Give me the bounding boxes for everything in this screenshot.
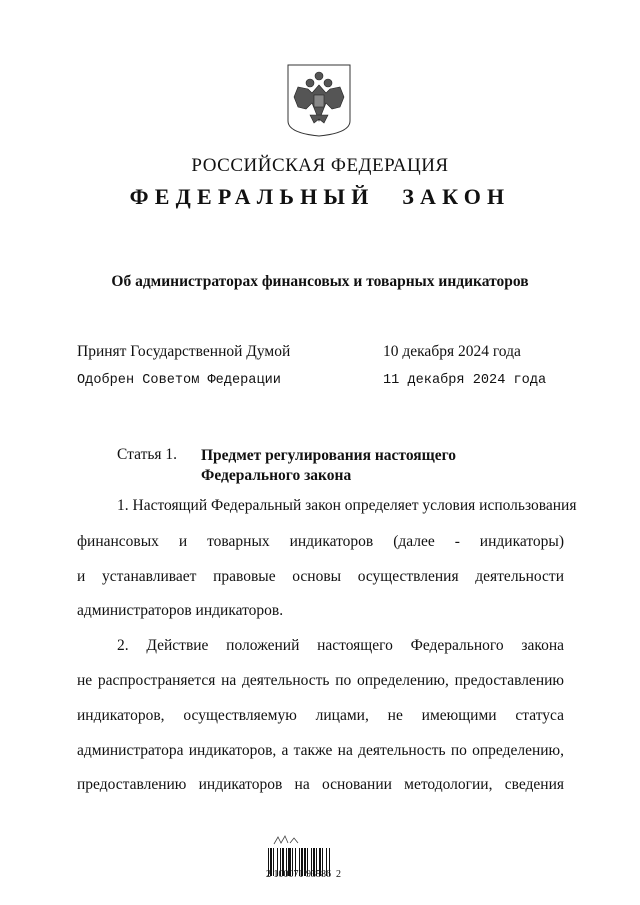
barcode-number: 2 100071 93586 2 xyxy=(266,869,341,880)
coat-of-arms-emblem xyxy=(286,63,352,137)
body-line: администраторов индикаторов. xyxy=(77,602,284,619)
duma-adoption-label: Принят Государственной Думой xyxy=(77,343,291,360)
body-line: предоставлению индикаторов на основании методологии, сведения xyxy=(77,776,564,793)
article-title-line: Федерального закона xyxy=(201,467,352,484)
body-line: не распространяется на деятельность по определению, предоставлению xyxy=(77,672,564,689)
body-line: 1. Настоящий Федеральный закон определяет условия использования xyxy=(117,497,577,514)
council-approval-date: 11 декабря 2024 года xyxy=(383,373,547,388)
law-title: Об администраторах финансовых и товарных индикаторов xyxy=(111,273,529,290)
article-title-line: Предмет регулирования настоящего xyxy=(201,447,457,464)
body-line: финансовых и товарных индикаторов (далее - индикаторы) xyxy=(77,533,564,550)
duma-adoption-date: 10 декабря 2024 года xyxy=(383,343,521,360)
article-title xyxy=(201,446,501,486)
body-line: 2. Действие положений настоящего Федерального закона xyxy=(117,637,564,654)
body-line: и устанавливает правовые основы осуществления деятельности xyxy=(77,568,564,585)
document-type-heading: ФЕДЕРАЛЬНЫЙ ЗАКОН xyxy=(129,184,511,209)
article-number: Статья 1. xyxy=(117,446,178,463)
body-line: администратора индикаторов, а также на деятельность по определению, xyxy=(77,742,564,759)
stamp-mark-icon xyxy=(272,834,302,846)
country-heading: РОССИЙСКАЯ ФЕДЕРАЦИЯ xyxy=(191,155,449,176)
body-line: индикаторов, осуществляемую лицами, не имеющими статуса xyxy=(77,707,564,724)
council-approval-label: Одобрен Советом Федерации xyxy=(77,373,281,388)
